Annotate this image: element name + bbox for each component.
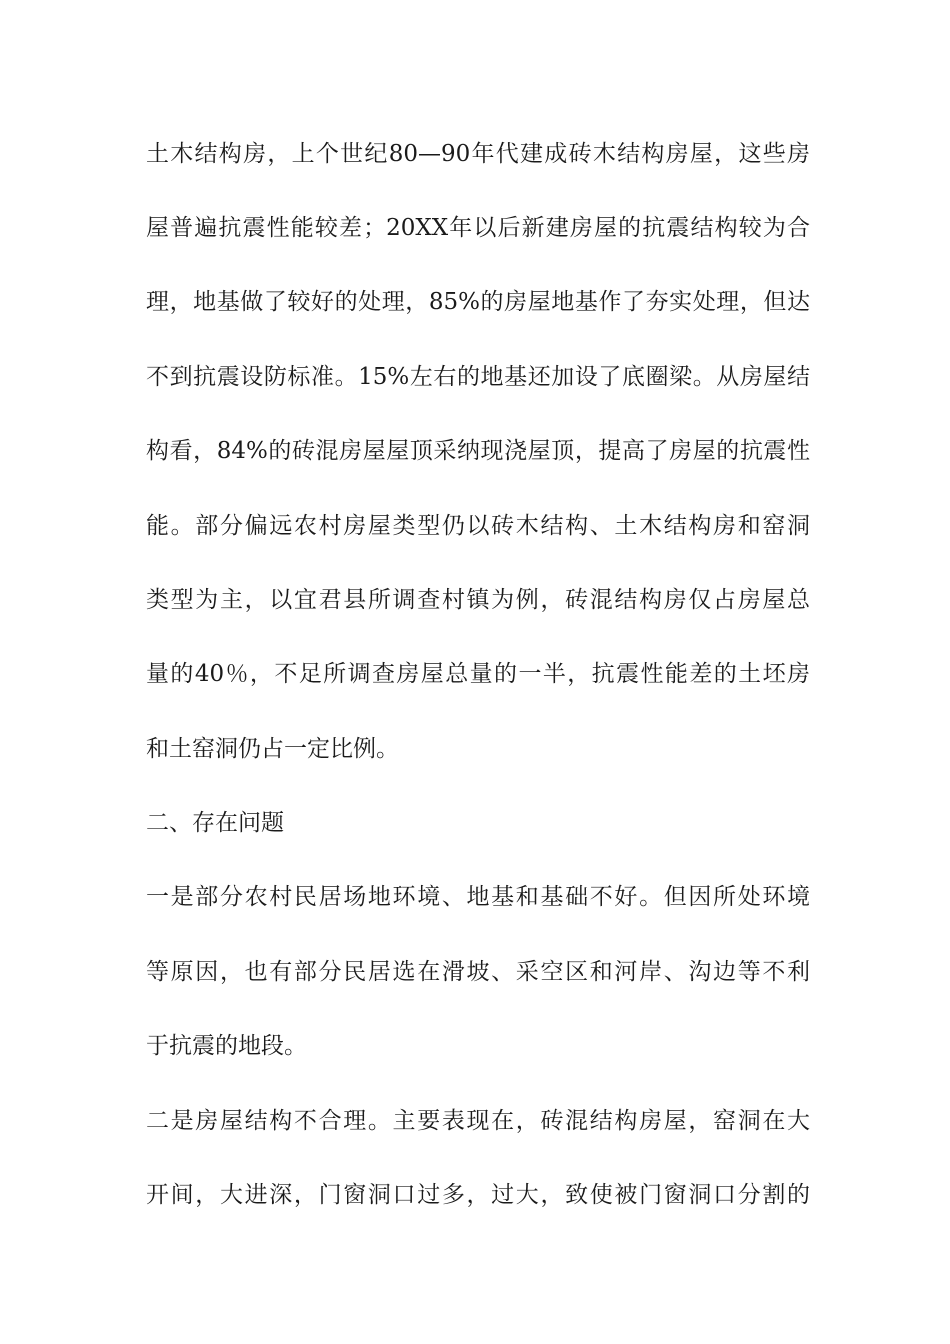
paragraph-end-line: 和土窑洞仍占一定比例。 xyxy=(146,736,399,762)
body-text-line: 等原因，也有部分民居选在滑坡、采空区和河岸、沟边等不利 xyxy=(146,959,810,985)
paragraph-end-line: 于抗震的地段。 xyxy=(146,1033,307,1059)
body-text-line: 土木结构房，上个世纪80—90年代建成砖木结构房屋，这些房 xyxy=(146,141,810,167)
body-text-line: 理，地基做了较好的处理，85%的房屋地基作了夯实处理，但达 xyxy=(146,289,810,315)
body-text-line: 不到抗震设防标准。15%左右的地基还加设了底圈梁。从房屋结 xyxy=(146,364,810,390)
body-text-line: 构看，84%的砖混房屋屋顶采纳现浇屋顶，提高了房屋的抗震性 xyxy=(146,438,810,464)
body-text-line: 屋普遍抗震性能较差；20XX年以后新建房屋的抗震结构较为合 xyxy=(146,215,810,241)
body-text-line: 二是房屋结构不合理。主要表现在，砖混结构房屋，窑洞在大 xyxy=(146,1108,810,1134)
body-text-line: 开间，大进深，门窗洞口过多，过大，致使被门窗洞口分割的 xyxy=(146,1182,810,1208)
body-text-line: 量的40％，不足所调查房屋总量的一半，抗震性能差的土坯房 xyxy=(146,661,810,687)
body-text-line: 类型为主，以宜君县所调查村镇为例，砖混结构房仅占房屋总 xyxy=(146,587,810,613)
body-text-line: 能。部分偏远农村房屋类型仍以砖木结构、土木结构房和窑洞 xyxy=(146,513,810,539)
section-heading: 二、存在问题 xyxy=(146,810,284,836)
body-text-line: 一是部分农村民居场地环境、地基和基础不好。但因所处环境 xyxy=(146,884,810,910)
